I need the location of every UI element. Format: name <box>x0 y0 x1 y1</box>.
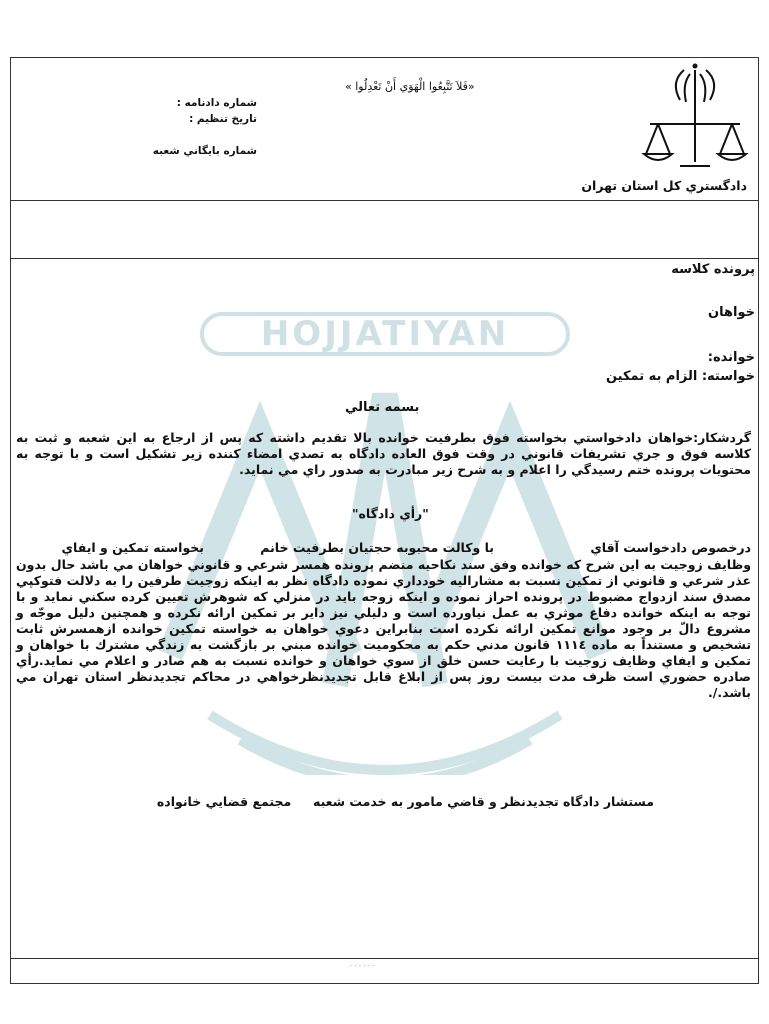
header-divider <box>10 200 759 201</box>
defendant-label: خوانده: <box>707 350 755 365</box>
field-issue-date: تاريخ تنظيم : <box>189 113 257 125</box>
case-file-label: پرونده كلاسه <box>671 262 755 277</box>
report-text: گردشكار:خواهان دادخواستي بخواسته فوق بطرفيت خوانده بالا تقديم داشته كه پس از ارجاع به اين شعبه و ثبت به كلاسه فوق و جري تشريفات قانوني در وقت فوق العاده دادگاه به تصدي امضاء كننده زير تشكيل است و با توجه به محتويات پرونده ختم رسيدگي را اعلام و به شرح زير مبادرت به صدور راي مي نمايد. <box>16 430 751 477</box>
verdict-paragraph <box>16 557 751 701</box>
watermark-text: HOJJATIYAN <box>200 312 570 356</box>
verdict-text: وظايف زوجيت به اين شرح كه خوانده وفق سند نكاحيه منضم پرونده همسر شرعي و قانوني خواهان مي باشد حال بدون عذر شرعي و قانوني از تمكين نسبت به مشاراليه خودداري نموده دادگاه نظر به اينكه زوجيت طرفين را به دلالت فتوكپي مصدق سند ازدواج مضبوط در پرونده احراز نموده و اينكه زوجه بايد در منزلي كه شوهرش تعيين كرده سكني نمايد و با توجه به اينكه خوانده دفاع موثري به عمل نياورده است و دليلي نيز داير بر تمكين ارائه نكرده و همچنين دليل موجّه و مشروع دالّ بر وجود موانع تمكين ارائه نكرده است بنابراين دعوي خواهان به خواسته تمكين خوانده ازهمسرش ثابت تشخيص و مستنداً به ماده ١١١٤ قانون مدني حكم به محكوميت خوانده مبني بر بازگشت به زندگي مشترك با خواهان و تمكين و ايفاي وظايف زوجيت با رعايت حسن خلق از سوي خواهان و خوانده نسبت به هم صادر و اعلام مي نمايد.رأي صادره حضوري است ظرف مدت بيست روز پس از ابلاغ قابل تجديدنظرخواهي در محاكم تجديدنظر استان تهران مي باشد./. <box>16 557 752 700</box>
footer-marks: · · · · · · <box>350 962 375 970</box>
claim-label: خواسته: الزام به تمكين <box>605 369 755 384</box>
plaintiff-label: خواهان <box>708 305 755 320</box>
field-archive-number: شماره بايگاني شعبه <box>152 145 257 157</box>
verdict-line1-c: بخواسته تمكين و ايفاي <box>61 540 204 555</box>
subheader-divider <box>10 258 759 259</box>
field-verdict-number: شماره دادنامه : <box>176 97 257 109</box>
org-name: دادگستري كل استان تهران <box>581 178 747 193</box>
verdict-line1-b: با وكالت محبوبه حجتيان بطرفيت خانم <box>260 540 494 555</box>
iran-emblem-icon <box>640 62 750 177</box>
bismillah-heading: بسمه تعالي <box>345 400 420 415</box>
report-paragraph <box>16 430 751 478</box>
footer-divider <box>10 958 759 959</box>
signature-line: مستشار دادگاه تجديدنظر و قاضي مامور به خدمت شعبه مجتمع قضايي خانواده <box>156 794 654 809</box>
verdict-title: "رأي دادگاه" <box>352 506 429 521</box>
quran-verse: «فَلاَ تَتَّبِعُوا الْهَوَي أَنْ تَعْدِلُوا » <box>345 80 475 93</box>
verdict-line1-a: درخصوص دادخواست آقاي <box>590 540 751 555</box>
